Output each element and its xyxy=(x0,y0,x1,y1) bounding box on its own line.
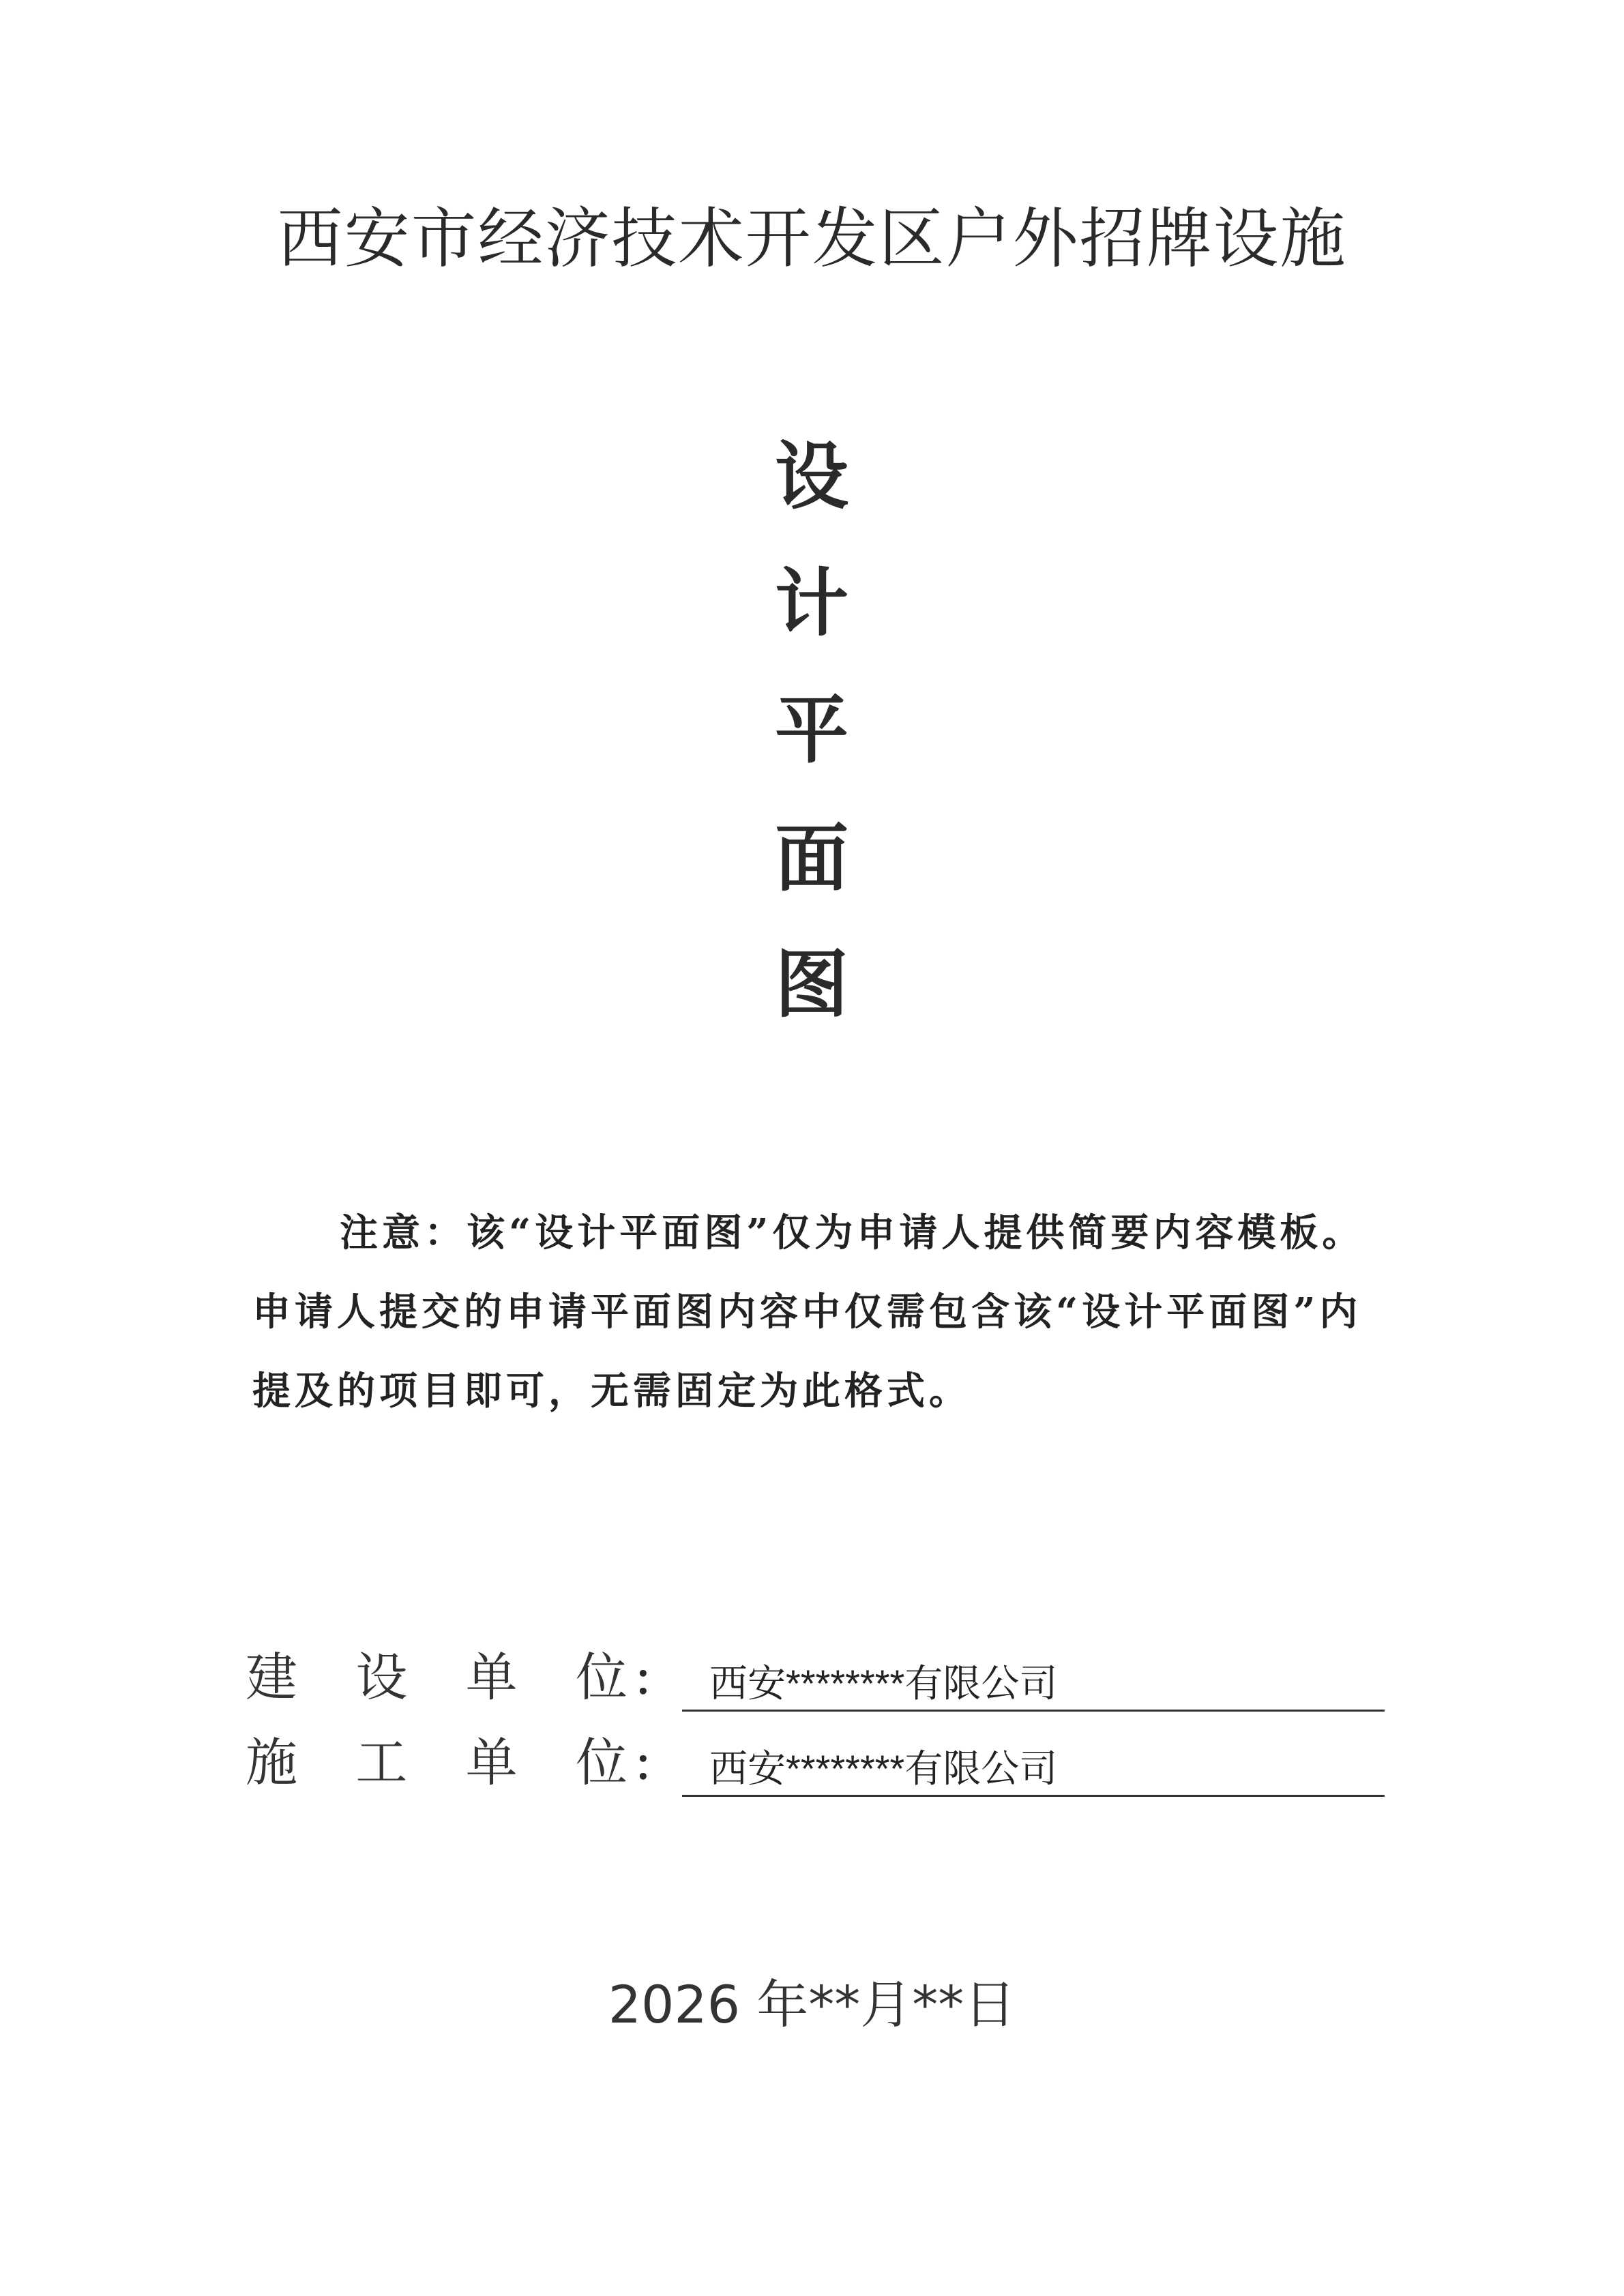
builder-colon: ： xyxy=(633,1656,677,1706)
label-char: 工 xyxy=(355,1732,408,1793)
label-char: 单 xyxy=(465,1732,518,1793)
subtitle-char: 设 xyxy=(774,434,848,520)
subtitle-char: 面 xyxy=(774,816,848,901)
label-char: 施 xyxy=(246,1732,297,1793)
label-char: 单 xyxy=(465,1647,518,1708)
constructor-value: 西安********有限公司 xyxy=(709,1747,1058,1790)
label-char: 建 xyxy=(246,1647,297,1708)
builder-field-row xyxy=(246,1643,1385,1712)
builder-label xyxy=(246,1643,628,1712)
constructor-field-row xyxy=(246,1729,1385,1797)
subtitle-char: 图 xyxy=(774,942,848,1028)
label-char: 位 xyxy=(575,1732,628,1793)
constructor-label xyxy=(246,1729,628,1797)
notice-paragraph: 注意：该“设计平面图”仅为申请人提供简要内容模板。申请人提交的申请平面图内容中仅需包含该“设计平面图”内提及的项目即可，无需固定为此格式。 xyxy=(252,1210,1365,1414)
label-char: 设 xyxy=(355,1647,408,1708)
label-char: 位 xyxy=(575,1647,628,1708)
document-title: 西安市经济技术开发区户外招牌设施 xyxy=(277,200,1347,277)
builder-value: 西安********有限公司 xyxy=(709,1662,1058,1705)
subtitle-char: 平 xyxy=(774,688,848,773)
subtitle-char: 计 xyxy=(774,561,848,646)
document-date: 2026 年**月**日 xyxy=(608,1974,1016,2035)
constructor-colon: ： xyxy=(633,1741,677,1791)
